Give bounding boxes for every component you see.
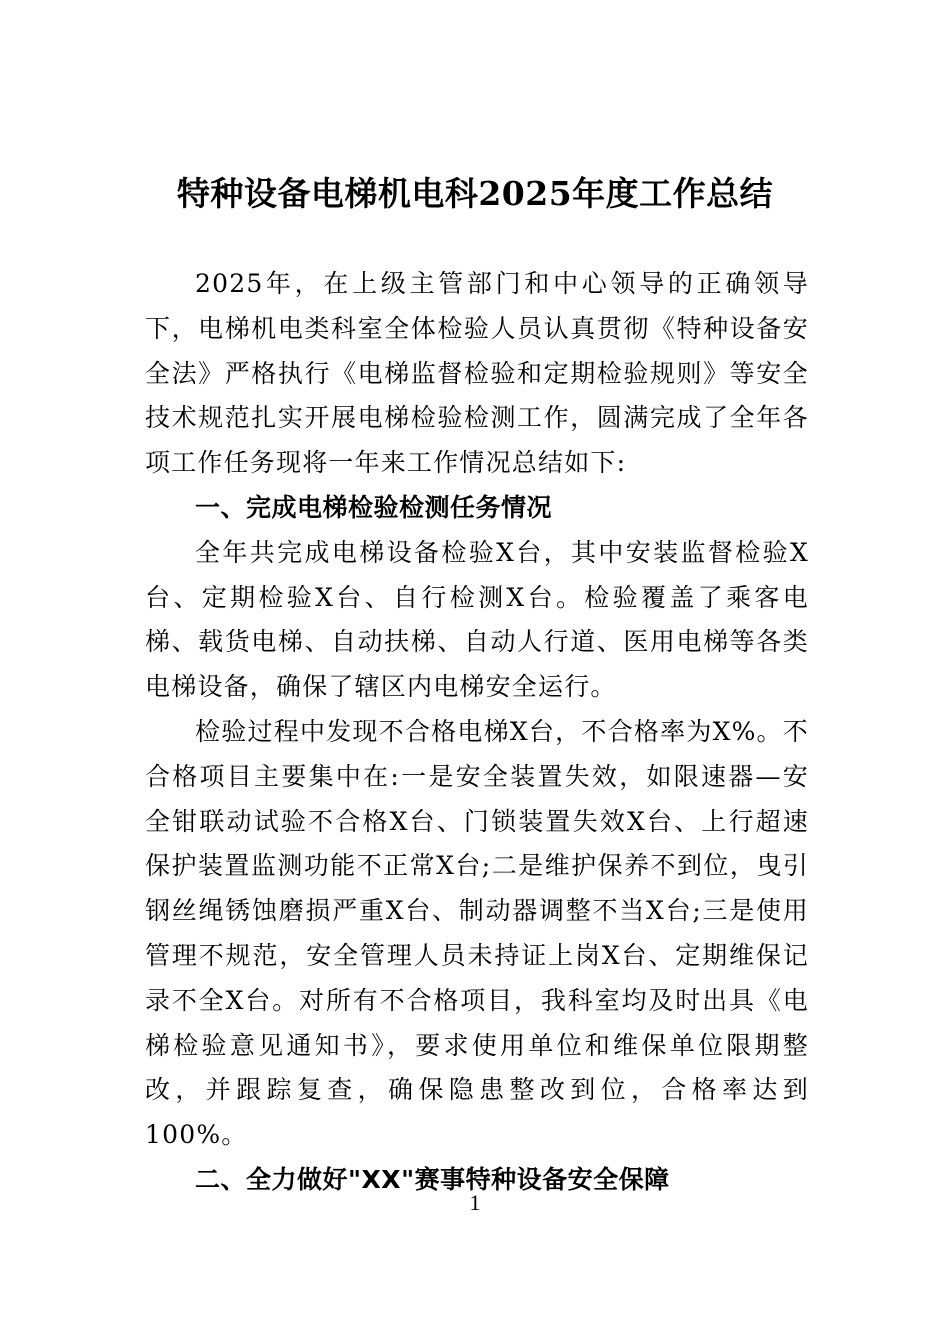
section1-paragraph-1: 全年共完成电梯设备检验X台，其中安装监督检验X台、定期检验X台、自行检测X台。检验覆盖了乘客电梯、载货电梯、自动扶梯、自动人行道、医用电梯等各类电梯设备，确保了辖区内电梯安全运行。 xyxy=(145,537,809,702)
document-title: 特种设备电梯机电科2025年度工作总结 xyxy=(176,174,774,213)
section-heading-2: 二、全力做好"XX"赛事特种设备安全保障 xyxy=(195,1164,670,1194)
section-heading-1: 一、完成电梯检验检测任务情况 xyxy=(195,492,553,522)
document-body xyxy=(145,262,809,1203)
intro-paragraph: 2025年，在上级主管部门和中心领导的正确领导下，电梯机电类科室全体检验人员认真贯彻《特种设备安全法》严格执行《电梯监督检验和定期检验规则》等安全技术规范扎实开展电梯检验检测工作，圆满完成了全年各项工作任务现将一年来工作情况总结如下: xyxy=(145,269,809,478)
page-number: 1 xyxy=(469,1190,481,1215)
section1-paragraph-2: 检验过程中发现不合格电梯X台，不合格率为X%。不合格项目主要集中在:一是安全装置失效，如限速器—安全钳联动试验不合格X台、门锁装置失效X台、上行超速保护装置监测功能不正常X台;二是维护保养不到位，曳引钢丝绳锈蚀磨损严重X台、制动器调整不当X台;三是使用管理不规范，安全管理人员未持证上岗X台、定期维保记录不全X台。对所有不合格项目，我科室均及时出具《电梯检验意见通知书》，要求使用单位和维保单位限期整改，并跟踪复查，确保隐患整改到位，合格率达到100%。 xyxy=(145,716,809,1150)
